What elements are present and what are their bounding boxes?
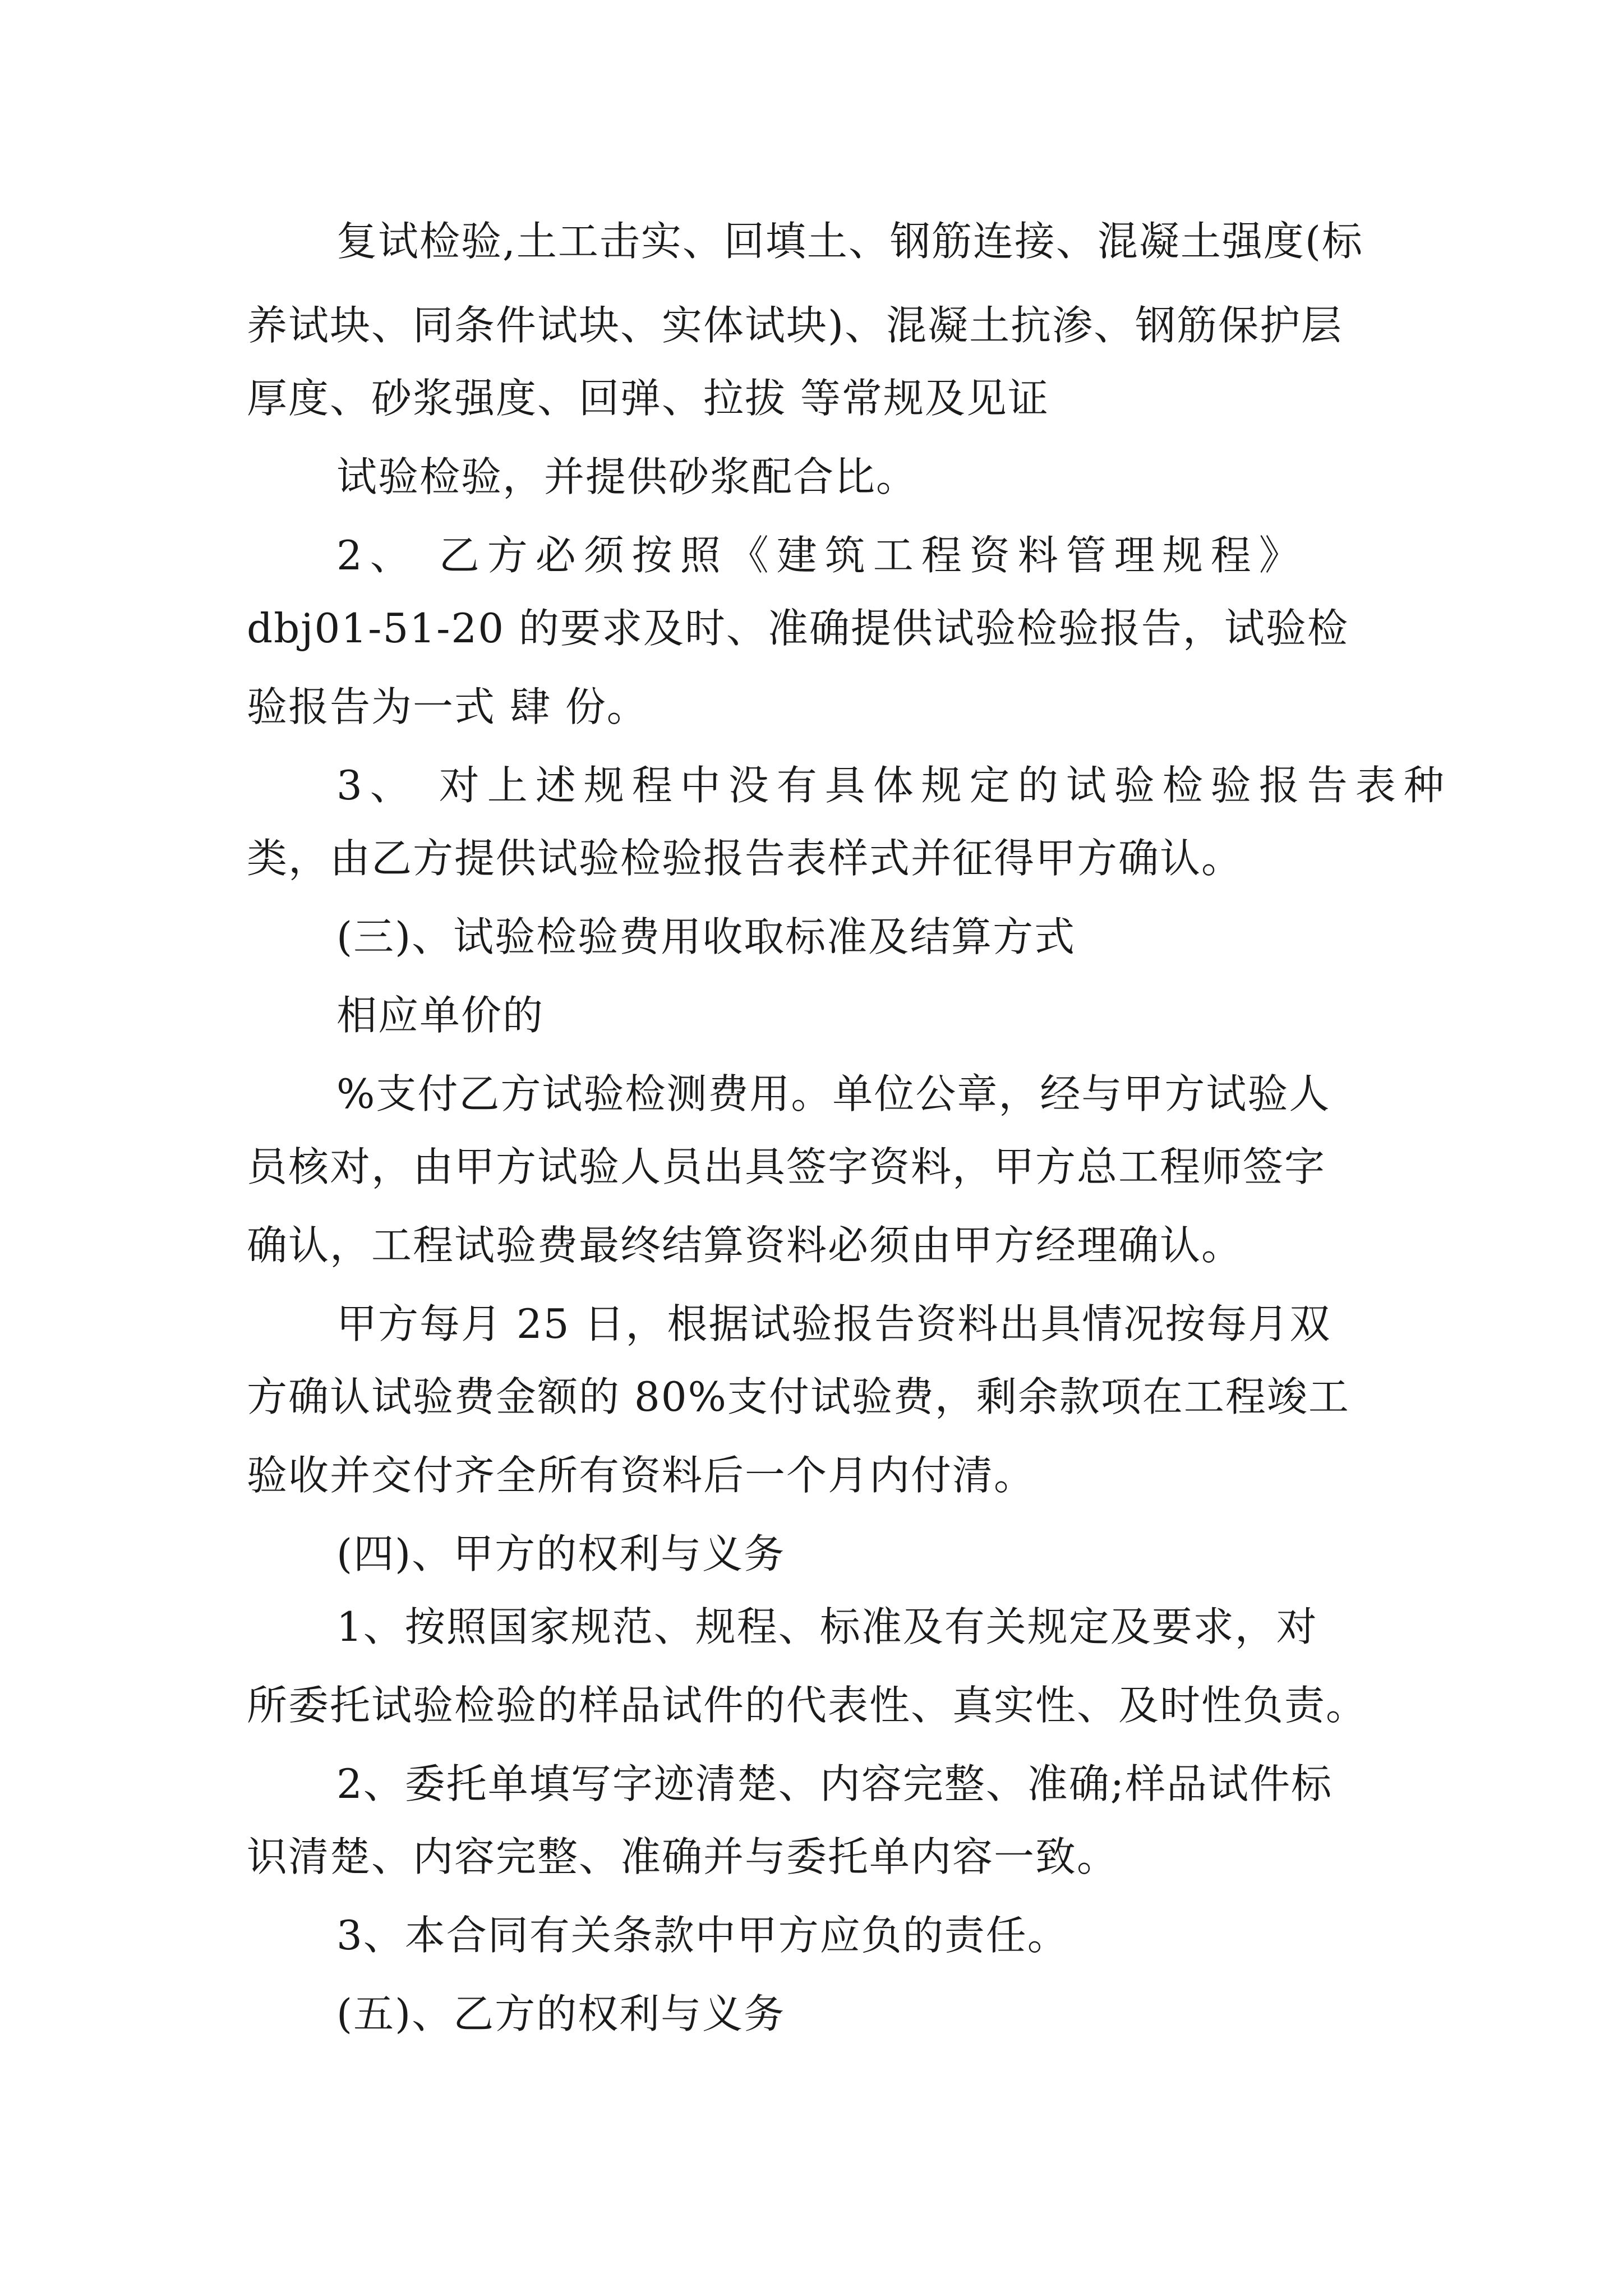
- paragraph-line: 确认，工程试验费最终结算资料必须由甲方经理确认。: [247, 1222, 1243, 1269]
- paragraph-line: 养试块、同条件试块、实体试块)、混凝土抗渗、钢筋保护层: [247, 302, 1343, 349]
- section-heading: (五)、乙方的权利与义务: [336, 1990, 786, 2037]
- paragraph-line: 厚度、砂浆强度、回弹、拉拔 等常规及见证: [247, 375, 1049, 422]
- paragraph-line: 复试检验,土工击实、回填土、钢筋连接、混凝土强度(标: [336, 218, 1363, 265]
- paragraph-line: 验报告为一式 肆 份。: [247, 683, 648, 730]
- paragraph-line: 相应单价的: [336, 992, 545, 1039]
- paragraph-line: 所委托试验检验的样品试件的代表性、真实性、及时性负责。: [247, 1682, 1368, 1729]
- paragraph-line: 3、本合同有关条款中甲方应负的责任。: [336, 1912, 1069, 1959]
- paragraph-line: %支付乙方试验检测费用。单位公章，经与甲方试验人: [336, 1070, 1331, 1117]
- paragraph-line: 方确认试验费金额的 80%支付试验费，剩余款项在工程竣工: [247, 1373, 1350, 1420]
- paragraph-line: 类，由乙方提供试验检验报告表样式并征得甲方确认。: [247, 835, 1243, 882]
- paragraph-line: 1、按照国家规范、规程、标准及有关规定及要求，对: [336, 1603, 1318, 1650]
- paragraph-line: 2、 乙方必须按照《建筑工程资料管理规程》: [336, 532, 1307, 579]
- section-heading: (四)、甲方的权利与义务: [336, 1530, 786, 1577]
- paragraph-line: dbj01-51-20 的要求及时、准确提供试验检验报告，试验检: [247, 605, 1349, 652]
- paragraph-line: 试验检验，并提供砂浆配合比。: [336, 453, 918, 500]
- paragraph-line: 员核对，由甲方试验人员出具签字资料，甲方总工程师签字: [247, 1143, 1326, 1190]
- paragraph-line: 2、委托单填写字迹清楚、内容完整、准确;样品试件标: [336, 1760, 1333, 1807]
- paragraph-line: 识清楚、内容完整、准确并与委托单内容一致。: [247, 1833, 1119, 1880]
- paragraph-line: 验收并交付齐全所有资料后一个月内付清。: [247, 1452, 1036, 1499]
- section-heading: (三)、试验检验费用收取标准及结算方式: [336, 913, 1076, 960]
- paragraph-line: 3、 对上述规程中没有具体规定的试验检验报告表种: [336, 762, 1452, 809]
- paragraph-line: 甲方每月 25 日，根据试验报告资料出具情况按每月双: [336, 1300, 1331, 1347]
